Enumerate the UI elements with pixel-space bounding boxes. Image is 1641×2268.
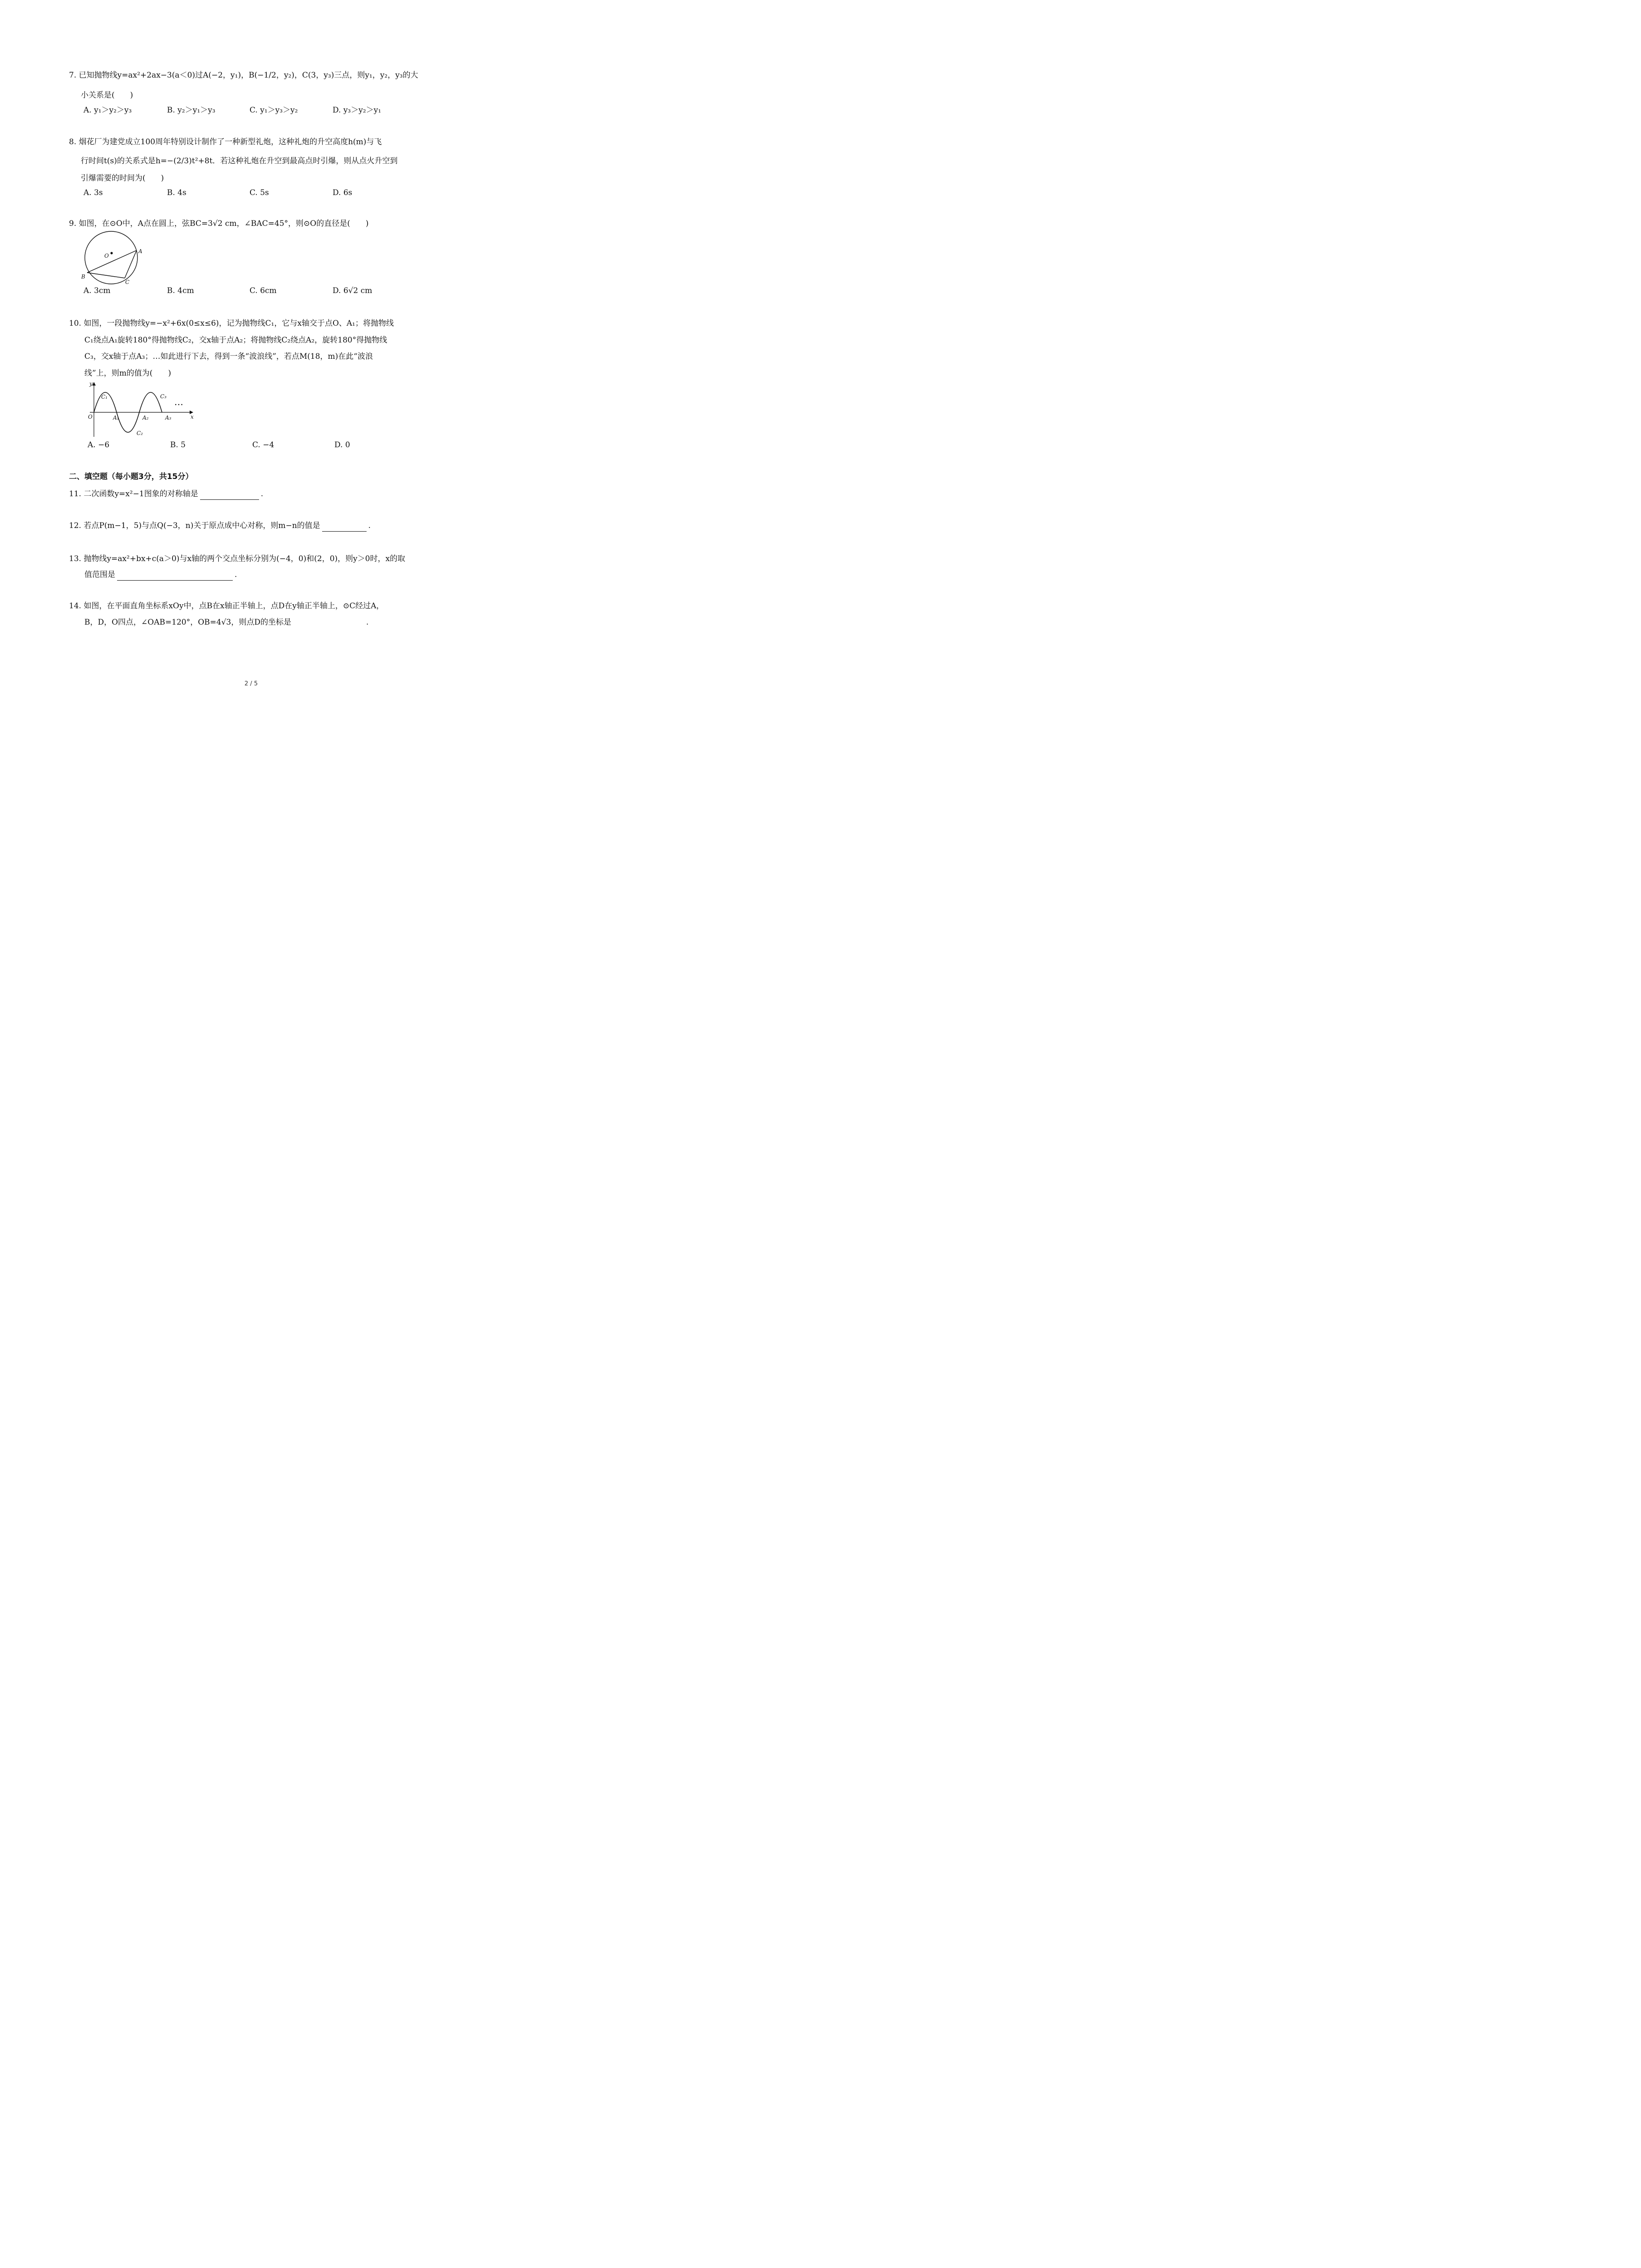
question-11-period: . xyxy=(260,489,264,499)
question-9-option-d: D. 6√2 cm xyxy=(333,286,372,295)
question-8-option-c: C. 5s xyxy=(250,188,269,197)
exam-page xyxy=(0,0,502,710)
label-a1: A₁ xyxy=(113,415,119,421)
question-12-text: 12. 若点P(m−1，5)与点Q(−3，n)关于原点成中心对称，则m−n的值是 xyxy=(69,521,320,530)
question-9-circle-figure xyxy=(78,231,146,286)
question-8-option-d: D. 6s xyxy=(333,188,353,197)
parabola-c2 xyxy=(117,412,139,432)
question-9-option-c: C. 6cm xyxy=(250,286,277,295)
question-10-option-a: A. −6 xyxy=(88,440,110,450)
question-14-line-2 xyxy=(84,616,368,628)
question-8-option-a: A. 3s xyxy=(83,188,103,197)
question-8-line-2: 行时间t(s)的关系式是h=−(2/3)t²+8t．若这种礼炮在升空到最高点时引爆，则从点火升空到 xyxy=(81,156,398,166)
center-point-o xyxy=(110,252,113,254)
question-10-line-3: C₃，交x轴于点A₃；…如此进行下去，得到一条“波浪线”，若点M(18，m)在此“波浪 xyxy=(84,352,373,361)
label-a2: A₂ xyxy=(142,415,149,421)
y-axis-arrow-icon xyxy=(92,382,96,386)
question-8-line-1: 8. 烟花厂为建党成立100周年特别设计制作了一种新型礼炮，这种礼炮的升空高度h(m)与飞 xyxy=(69,137,382,147)
question-9-line-1: 9. 如图，在⊙O中，A点在圆上，弦BC=3√2 cm，∠BAC=45°，则⊙O的直径是( ) xyxy=(69,219,369,228)
chord-bc xyxy=(87,273,125,278)
question-10-option-c: C. −4 xyxy=(252,440,274,450)
label-x: x xyxy=(191,414,194,420)
label-c2: C₂ xyxy=(137,430,143,436)
question-11-text: 11. 二次函数y=x²−1图象的对称轴是 xyxy=(69,489,198,499)
question-10-option-d: D. 0 xyxy=(334,440,350,450)
question-9-option-b: B. 4cm xyxy=(167,286,194,295)
question-9-option-a: A. 3cm xyxy=(83,286,111,295)
question-10-line-2: C₁绕点A₁旋转180°得抛物线C₂，交x轴于点A₂；将抛物线C₂绕点A₂，旋转180°得抛物线 xyxy=(84,336,387,345)
question-7-option-b: B. y₂＞y₁＞y₃ xyxy=(167,106,216,115)
question-7-option-c: C. y₁＞y₃＞y₂ xyxy=(250,106,298,115)
label-c: C xyxy=(125,279,130,285)
label-b: B xyxy=(81,274,85,280)
question-11 xyxy=(69,488,263,500)
question-13-text: 值范围是 xyxy=(84,570,115,579)
parabola-c3 xyxy=(139,392,162,412)
label-a3: A₃ xyxy=(165,415,171,421)
question-10-option-b: B. 5 xyxy=(170,440,186,450)
section-two-heading: 二、填空题（每小题3分，共15分） xyxy=(69,472,193,481)
question-7-line-2: 小关系是( ) xyxy=(81,91,133,100)
label-a: A xyxy=(138,248,142,254)
question-13-line-2 xyxy=(84,569,237,581)
answer-blank-13[interactable] xyxy=(117,571,233,581)
question-14-period: . xyxy=(366,618,369,627)
question-7-line-1: 7. 已知抛物线y=ax²+2ax−3(a＜0)过A(−2，y₁)，B(−1/2，y₂)，C(3，y₃)三点，则y₁，y₂，y₃的大 xyxy=(69,71,418,80)
label-y: y xyxy=(89,381,93,387)
label-ellipsis: … xyxy=(174,396,183,407)
question-8-option-b: B. 4s xyxy=(167,188,186,197)
question-13-period: . xyxy=(235,570,237,579)
question-7-option-d: D. y₃＞y₂＞y₁ xyxy=(333,106,382,115)
question-10-wave-figure xyxy=(84,379,198,440)
answer-blank-11[interactable] xyxy=(200,490,259,500)
question-12-period: . xyxy=(368,521,371,530)
label-c1: C₁ xyxy=(101,394,108,400)
question-10-line-1: 10. 如图，一段抛物线y=−x²+6x(0≤x≤6)，记为抛物线C₁，它与x轴交于点O、A₁；将抛物线 xyxy=(69,319,394,328)
question-8-line-3: 引爆需要的时间为( ) xyxy=(81,174,164,183)
page-number: 2 / 5 xyxy=(244,680,258,687)
question-12 xyxy=(69,520,371,532)
chord-ac xyxy=(125,250,137,278)
label-o: O xyxy=(104,253,109,259)
label-c3: C₃ xyxy=(160,393,167,400)
question-14-text: B，D，O四点，∠OAB=120°，OB=4√3，则点D的坐标是 xyxy=(84,618,291,627)
label-o: O xyxy=(88,414,93,420)
question-13-line-1: 13. 抛物线y=ax²+bx+c(a＞0)与x轴的两个交点坐标分别为(−4，0)和(2，0)，则y＞0时，x的取 xyxy=(69,554,406,563)
question-10-line-4: 线”上，则m的值为( ) xyxy=(84,369,171,378)
question-14-line-1: 14. 如图，在平面直角坐标系xOy中，点B在x轴正半轴上，点D在y轴正半轴上，⊙C经过A， xyxy=(69,601,384,611)
question-7-option-a: A. y₁＞y₂＞y₃ xyxy=(83,106,132,115)
answer-blank-12[interactable] xyxy=(322,522,367,532)
